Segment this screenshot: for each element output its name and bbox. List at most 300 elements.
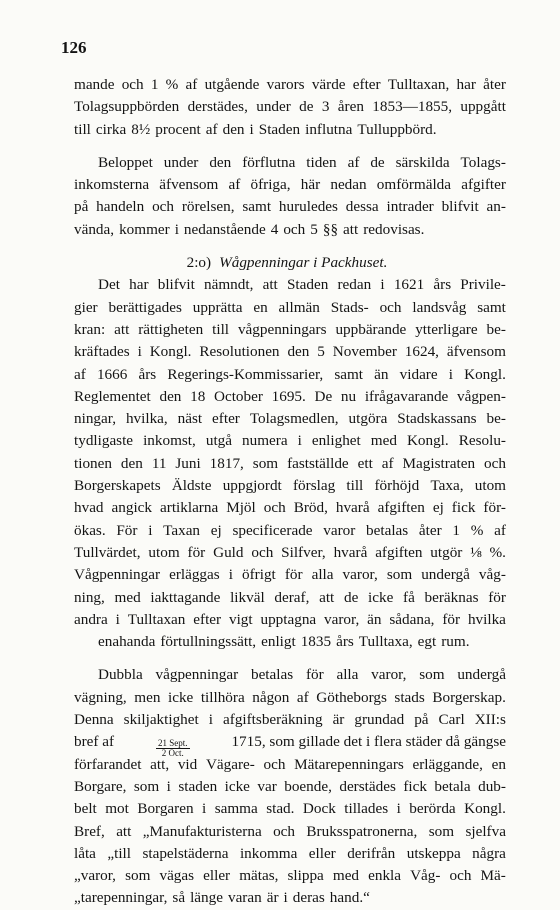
word: under [163, 153, 199, 171]
text-line [74, 754, 506, 776]
word: October [214, 387, 263, 405]
word: huruledes [278, 198, 338, 216]
word: kräftades [74, 343, 130, 361]
word: öfriga, [250, 176, 291, 194]
text-line [74, 364, 506, 386]
word: till [346, 477, 364, 495]
word: på [414, 711, 429, 729]
word: utom [148, 543, 180, 561]
word: vägning, [74, 688, 127, 706]
word: är [332, 711, 345, 729]
word: att [114, 320, 130, 338]
word: samt [242, 198, 272, 216]
word: är [266, 889, 279, 907]
word: af [185, 76, 198, 93]
word: men [134, 688, 161, 706]
word: mot [105, 800, 129, 818]
word: utskeppa [406, 844, 461, 862]
text-line [74, 821, 506, 843]
word: med [114, 588, 141, 606]
word: 1817, [209, 454, 244, 472]
word: afgiftsberäkning [223, 711, 323, 729]
word: tiden [306, 153, 337, 171]
word: influtna [305, 120, 353, 138]
word: de [343, 588, 359, 606]
word: de [299, 98, 314, 116]
word: deraf, [274, 588, 310, 606]
word: allmän [278, 298, 320, 316]
word: likväl [230, 588, 265, 606]
word: Dock [302, 800, 336, 818]
word: hand.“ [329, 889, 370, 907]
text-line [74, 319, 506, 341]
word: Borgerskap. [432, 688, 506, 706]
text-line [74, 152, 506, 174]
word: förflutna [242, 153, 296, 171]
word: års [336, 633, 354, 651]
text-line [74, 96, 506, 118]
word: sjelfva [465, 822, 506, 840]
word: under [256, 98, 291, 116]
word: andra [74, 610, 108, 628]
word: erläggande, [412, 755, 483, 773]
text-line [74, 631, 506, 653]
word: Silfver, [281, 543, 326, 561]
word: och [263, 755, 286, 773]
word: blifvit [441, 198, 479, 216]
word: Bröd, [293, 499, 328, 517]
word: Borgare, [74, 777, 127, 795]
word: af [296, 688, 309, 706]
word: och [251, 543, 274, 561]
word: beräknas [424, 588, 479, 606]
word: varor, [371, 666, 407, 684]
word: än [367, 610, 382, 628]
word: be- [486, 410, 506, 428]
word: någon [252, 688, 290, 706]
word: att [319, 588, 335, 606]
word: af [205, 120, 218, 138]
word: att [343, 220, 359, 238]
word: af [347, 153, 360, 171]
word: Våg- [410, 867, 441, 885]
word: ej [210, 521, 222, 539]
text-line [74, 430, 506, 452]
word: 1 [150, 76, 159, 93]
word: af [228, 176, 241, 194]
word: varors [266, 76, 305, 93]
word: och [283, 220, 306, 238]
word: gier [74, 298, 98, 316]
word: derstädes, [187, 98, 248, 116]
word: och [263, 499, 286, 517]
word: Carl [438, 711, 465, 729]
word: Juni [175, 454, 201, 472]
word: 11 [151, 454, 167, 472]
word: i [448, 365, 453, 383]
word: efter [212, 410, 240, 428]
word: och [121, 76, 144, 93]
word: af [74, 365, 86, 383]
word: stads [394, 688, 425, 706]
word: med [370, 432, 397, 450]
word: få [403, 588, 415, 606]
word: artiklarna [160, 499, 219, 517]
text-line [74, 74, 506, 96]
word: års [433, 276, 452, 294]
word: varan [227, 889, 262, 907]
word: Äldste [171, 477, 212, 495]
word: Tullvärdet, [74, 543, 141, 561]
word: % [165, 76, 179, 93]
word: hvilka [467, 610, 506, 628]
word: 1 [452, 521, 460, 539]
word: upprätta [192, 298, 243, 316]
word: afgiften [375, 543, 423, 561]
word: „varor, [74, 867, 116, 885]
word: öfrigt [242, 566, 276, 584]
word: nedan [330, 176, 367, 194]
word: stapelstäderna [142, 844, 229, 862]
text-line [74, 453, 506, 475]
text-line [74, 174, 506, 196]
word: egt [417, 633, 437, 651]
word: samt [334, 365, 364, 383]
word: i [174, 220, 179, 238]
text-line [74, 564, 506, 586]
word: låta [74, 844, 96, 862]
word: Tulltaxan [127, 610, 186, 628]
word: Tulltaxa, [358, 633, 413, 651]
word: förslag [292, 477, 336, 495]
word: hvilka, [125, 410, 168, 428]
word: „Manufakturisterna [142, 822, 262, 840]
word: enkla [368, 867, 401, 885]
word: Tolagsuppbörden [74, 98, 180, 116]
word: betalas [250, 666, 294, 684]
word: deras [292, 889, 325, 907]
word: i [208, 711, 213, 729]
word: för [442, 610, 461, 628]
word: numera [242, 432, 288, 450]
word: ytterligare [415, 320, 478, 338]
word: inkomsterna [74, 176, 150, 194]
word: Kongl. [464, 800, 506, 818]
word: samt [477, 298, 506, 316]
word: betala [434, 777, 471, 795]
word: som [133, 777, 160, 795]
word: 1624, [404, 343, 439, 361]
word: Beloppet [98, 153, 153, 171]
word: efter [193, 610, 222, 628]
word: för [305, 666, 324, 684]
text-line [74, 843, 506, 865]
word: mande [74, 76, 115, 93]
word: staden [178, 777, 218, 795]
word: att, [150, 755, 170, 773]
word: Kongl. [406, 432, 449, 450]
word: slippa [287, 867, 324, 885]
word: utgör [430, 543, 463, 561]
word: nämndt, [204, 276, 254, 294]
word: till [74, 120, 91, 138]
word: Bref, [74, 822, 105, 840]
text-line [74, 609, 506, 631]
word: efter [352, 76, 381, 93]
word: afgifter [461, 176, 506, 194]
word: den [287, 343, 310, 361]
word: redovisas. [363, 220, 425, 238]
word: vid [177, 755, 198, 773]
word: „till [107, 844, 131, 862]
word: i [283, 889, 288, 907]
word: blifvit [157, 276, 195, 294]
word: nedanstående [183, 220, 266, 238]
word: skiljaktighet [123, 711, 199, 729]
text-line [74, 542, 506, 564]
word: Regerings-Kommissarier, [167, 365, 324, 383]
word: tillhöra [200, 688, 245, 706]
word: åter [418, 521, 442, 539]
paragraph-4 [74, 664, 506, 909]
word: vågpen- [457, 387, 506, 405]
word: alla [311, 566, 334, 584]
word: handeln [96, 198, 145, 216]
word: Borgerskapets [74, 477, 161, 495]
word: inkomma [239, 844, 298, 862]
word: undergå [421, 566, 470, 584]
text-line [74, 520, 506, 542]
word: uppgjordt [222, 477, 282, 495]
word: utgå [205, 432, 232, 450]
word: som [386, 566, 413, 584]
word: Taxan [163, 521, 201, 539]
word: ej [432, 499, 444, 517]
word: våg- [478, 566, 506, 584]
word: enligt [261, 633, 296, 651]
word: dessa [345, 198, 379, 216]
word: af [494, 521, 506, 539]
text-line [74, 497, 506, 519]
text-line-with-fraction [74, 731, 506, 759]
word: vågpenningars [237, 320, 327, 338]
word: förfarandet [74, 755, 142, 773]
word: §§ [322, 220, 339, 238]
word: 5 [310, 220, 318, 238]
word: några [472, 844, 506, 862]
word: till [212, 320, 230, 338]
paragraph-2 [74, 152, 506, 241]
word: 3 [321, 98, 330, 116]
word: kran: [74, 320, 106, 338]
word: eller [203, 867, 231, 885]
text-line [74, 475, 506, 497]
word: och [379, 298, 402, 316]
word: sådana, [389, 610, 435, 628]
word: i [137, 343, 142, 361]
text-line [74, 386, 506, 408]
text-line [74, 219, 506, 241]
word: afgiften [377, 499, 425, 517]
page-number: 126 [61, 38, 87, 57]
text-line [74, 709, 506, 731]
word: alla [336, 666, 359, 684]
word: be- [486, 320, 506, 338]
word: rättigheten [138, 320, 204, 338]
word: än [374, 365, 389, 383]
word: betalas [366, 521, 409, 539]
text-line [74, 865, 506, 887]
body-text [74, 74, 506, 910]
word: och [152, 198, 175, 216]
word: vända, [74, 220, 115, 238]
word: en [253, 298, 268, 316]
word: af [381, 454, 394, 472]
word: stad. [266, 800, 295, 818]
word: att [116, 822, 132, 840]
word: derifrån [347, 844, 396, 862]
word: tionen [74, 454, 112, 472]
word: äfvensom [446, 343, 506, 361]
word: berörda [409, 800, 456, 818]
word: vigt [228, 610, 253, 628]
word: Tulltaxan, [387, 76, 450, 93]
word: XII:s [474, 711, 506, 729]
word: mätas, [239, 867, 279, 885]
paragraph-3 [74, 274, 506, 653]
text-line [74, 776, 506, 798]
word: Det [98, 276, 120, 294]
word: intrader [386, 198, 434, 216]
word: Guld [213, 543, 244, 561]
word: kommer [119, 220, 170, 238]
word: en [491, 755, 506, 773]
word: Tolags- [460, 153, 506, 171]
fraction-numerator: 21 Sept. [157, 738, 188, 749]
word: Mä- [480, 867, 506, 885]
word: var [257, 777, 277, 795]
word: boende, [284, 777, 332, 795]
word: som [252, 454, 279, 472]
section-heading [74, 252, 506, 274]
word: i [380, 276, 385, 294]
word: 1853—1855, [372, 98, 453, 116]
word: i [297, 432, 302, 450]
word: icke [368, 588, 394, 606]
word: hvad [74, 499, 104, 517]
word: De [314, 387, 333, 405]
word: som [125, 867, 151, 885]
word: undergå [457, 666, 506, 684]
word: varor, [324, 610, 360, 628]
word: Resolu- [458, 432, 506, 450]
word: fick [403, 777, 427, 795]
word: grundad [354, 711, 405, 729]
word: Reglementet [74, 387, 151, 405]
word: års [138, 365, 157, 383]
word: Staden [286, 276, 329, 294]
word: varor [323, 521, 356, 539]
text-line [74, 196, 506, 218]
word: för [187, 543, 206, 561]
word: har [456, 76, 476, 93]
word: i [249, 120, 254, 138]
word: ifrågavarande [364, 387, 449, 405]
word: ett [357, 454, 373, 472]
word: för [488, 588, 506, 606]
text-line [74, 887, 506, 909]
word: %. [489, 543, 506, 561]
word: 18 [190, 387, 206, 405]
section-number: 2:o) [186, 254, 212, 272]
word: i [166, 777, 171, 795]
word: Götheborgs [316, 688, 387, 706]
word: och [484, 454, 506, 472]
word: Kongl. [464, 365, 506, 383]
word: i [202, 800, 207, 818]
word: den [209, 153, 232, 171]
word: För [116, 521, 138, 539]
word: enahanda [98, 633, 156, 651]
word: i [148, 521, 153, 539]
word: med [332, 867, 360, 885]
word: procent [155, 120, 201, 138]
word: särskilda [395, 153, 450, 171]
word: November [332, 343, 397, 361]
word: Borgaren [137, 800, 194, 818]
text-line [74, 408, 506, 430]
word: cirka [95, 120, 127, 138]
word: här [300, 176, 321, 194]
word: tydligaste [74, 432, 134, 450]
word: inkomst, [143, 432, 196, 450]
paragraph-1 [74, 74, 506, 141]
word: fick [451, 499, 476, 517]
word: „tarepenningar, [74, 889, 168, 907]
word: 5 [317, 343, 325, 361]
paragraph-gap [74, 653, 506, 664]
word: ningar, [74, 410, 116, 428]
word: som [419, 666, 445, 684]
text-line [74, 587, 506, 609]
word: enlighet [311, 432, 361, 450]
text-line [74, 274, 506, 296]
word: uppbärande [335, 320, 407, 338]
word: varor, [342, 566, 378, 584]
word: nu [340, 387, 357, 405]
word: vidare [399, 365, 438, 383]
word: eller [308, 844, 336, 862]
word: omförmälda [376, 176, 452, 194]
text-line [74, 664, 506, 686]
word: dub- [478, 777, 506, 795]
word: för- [483, 499, 506, 517]
word: och [449, 867, 472, 885]
section-title: Wågpenningar i Packhuset. [219, 254, 388, 272]
word: åren [337, 98, 364, 116]
word: landsvåg [412, 298, 467, 316]
word: länge [190, 889, 223, 907]
word: för [284, 566, 303, 584]
fraction-line-after: 1715, som gillade det i flera städer då gängse [231, 733, 506, 751]
word: i [115, 610, 120, 628]
word: Vägare- [205, 755, 255, 773]
word: i [228, 566, 233, 584]
word: fastställde [287, 454, 349, 472]
word: samma [214, 800, 258, 818]
word: den [159, 387, 182, 405]
word: den [222, 120, 245, 138]
